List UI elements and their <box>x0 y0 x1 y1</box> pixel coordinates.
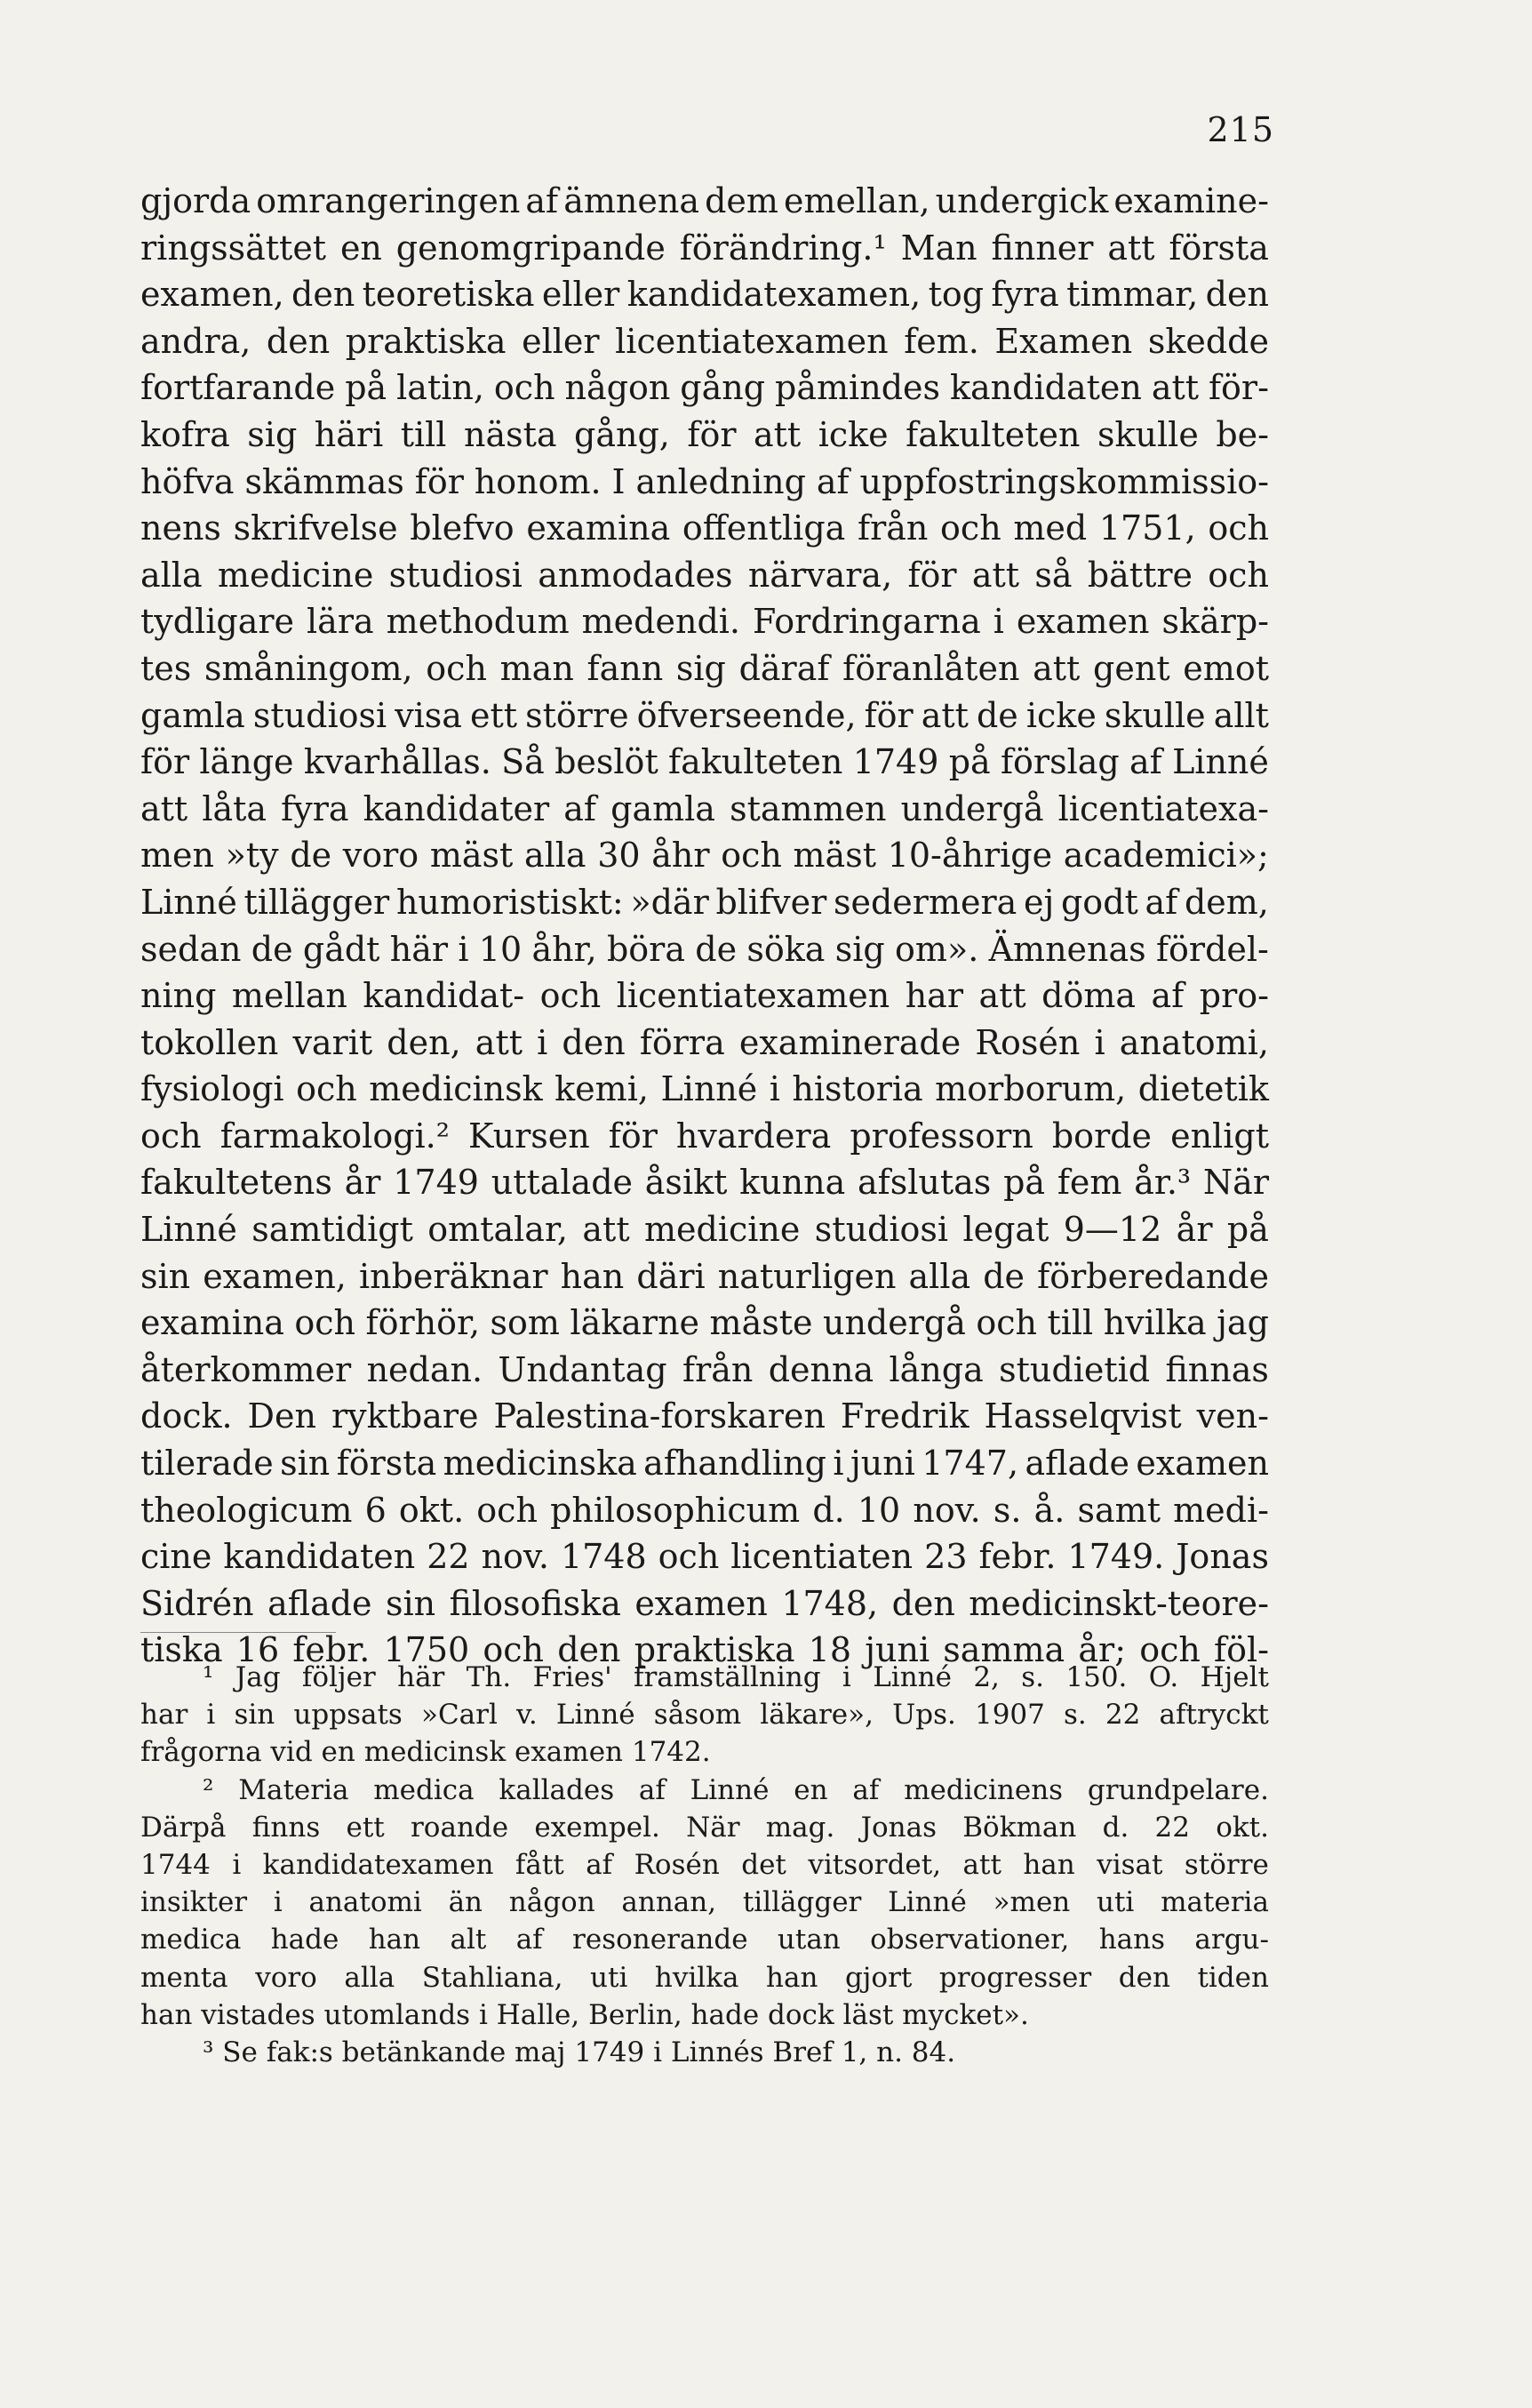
text-line: höfva skämmas för honom. I anledning af uppfostringskommissio- <box>140 461 1269 501</box>
text-line: tilerade sin första medicinska afhandling i juni 1747, aflade examen <box>140 1444 1269 1484</box>
text-line: att låta fyra kandidater af gamla stammen undergå licentiatexa- <box>140 788 1269 828</box>
text-line: dock. Den ryktbare Palestina-forskaren Fredrik Hasselqvist ven- <box>140 1396 1269 1436</box>
footnote-line: medica hade han alt af resonerande utan observationer, hans argu- <box>140 1924 1269 1956</box>
footnote-line: han vistades utomlands i Halle, Berlin, hade dock läst mycket». <box>140 1998 1029 2031</box>
footnote-divider <box>140 1632 336 1633</box>
text-line: och farmakologi.² Kursen för hvardera professorn borde enligt <box>140 1116 1269 1156</box>
text-line: cine kandidaten 22 nov. 1748 och licentiaten 23 febr. 1749. Jonas <box>140 1537 1269 1577</box>
text-line: Linné tillägger humoristiskt: »där blifver sedermera ej godt af dem, <box>140 882 1269 922</box>
text-line: tes småningom, och man fann sig däraf föranlåten att gent emot <box>140 648 1269 688</box>
text-line: examen, den teoretiska eller kandidatexamen, tog fyra timmar, den <box>140 275 1269 315</box>
footnote-line: Därpå finns ett roande exempel. När mag. Jonas Bökman d. 22 okt. <box>140 1811 1269 1844</box>
text-line: andra, den praktiska eller licentiatexamen fem. Examen skedde <box>140 321 1269 361</box>
footnote-line: ² Materia medica kallades af Linné en af medicinens grundpelare. <box>203 1773 1269 1806</box>
footnote-line: menta voro alla Stahliana, uti hvilka han gjort progresser den tiden <box>140 1961 1269 1994</box>
text-line: fortfarande på latin, och någon gång påmindes kandidaten att för- <box>140 368 1269 408</box>
text-line: tiska 16 febr. 1750 och den praktiska 18 juni samma år; och föl- <box>140 1630 1269 1670</box>
text-line: Linné samtidigt omtalar, att medicine studiosi legat 9—12 år på <box>140 1210 1269 1250</box>
text-line: gamla studiosi visa ett större öfverseende, för att de icke skulle allt <box>140 695 1269 735</box>
text-line: theologicum 6 okt. och philosophicum d. 10 nov. s. å. samt medi- <box>140 1490 1269 1530</box>
text-line: fakultetens år 1749 uttalade åsikt kunna afslutas på fem år.³ När <box>140 1163 1269 1203</box>
text-line: sin examen, inberäknar han däri naturligen alla de förberedande <box>140 1256 1269 1296</box>
footnotes <box>140 1659 1269 2071</box>
text-line: gjorda omrangeringen af ämnena dem emellan, undergick examine- <box>140 181 1269 220</box>
text-line: ringssättet en genomgripande förändring.¹ Man finner att första <box>140 228 1269 268</box>
footnote-line: insikter i anatomi än någon annan, tillägger Linné »men uti materia <box>140 1886 1269 1919</box>
footnote-line: 1744 i kandidatexamen fått af Rosén det vitsordet, att han visat större <box>140 1848 1269 1881</box>
footnote-line: har i sin uppsats »Carl v. Linné såsom läkare», Ups. 1907 s. 22 aftryckt <box>140 1699 1269 1732</box>
text-line: men »ty de voro mäst alla 30 åhr och mäst 10-åhrige academici»; <box>140 836 1269 876</box>
text-line: tydligare lära methodum medendi. Fordringarna i examen skärp- <box>140 602 1269 642</box>
footnote-line: ³ Se fak:s betänkande maj 1749 i Linnés Bref 1, n. 84. <box>203 2036 956 2068</box>
footnote-line: frågorna vid en medicinsk examen 1742. <box>140 1736 711 1769</box>
text-line: fysiologi och medicinsk kemi, Linné i historia morborum, dietetik <box>140 1069 1269 1109</box>
footnote-line: ¹ Jag följer här Th. Fries' framställning i Linné 2, s. 150. O. Hjelt <box>203 1661 1269 1693</box>
text-line: nens skrifvelse blefvo examina offentliga från och med 1751, och <box>140 508 1269 548</box>
text-line: sedan de gådt här i 10 åhr, böra de söka sig om». Ämnenas fördel- <box>140 929 1269 969</box>
text-line: alla medicine studiosi anmodades närvara, för att så bättre och <box>140 555 1269 595</box>
text-line: ning mellan kandidat- och licentiatexamen har att döma af pro- <box>140 976 1269 1016</box>
page-number: 215 <box>1207 110 1274 149</box>
text-line: examina och förhör, som läkarne måste undergå och till hvilka jag <box>140 1303 1269 1343</box>
main-text <box>140 178 1269 1674</box>
text-line: för länge kvarhållas. Så beslöt fakulteten 1749 på förslag af Linné <box>140 742 1269 782</box>
text-line: Sidrén aflade sin filosofiska examen 1748, den medicinskt-teore- <box>140 1583 1269 1623</box>
text-line: tokollen varit den, att i den förra examinerade Rosén i anatomi, <box>140 1022 1269 1062</box>
text-line: kofra sig häri till nästa gång, för att icke fakulteten skulle be- <box>140 414 1269 454</box>
text-line: återkommer nedan. Undantag från denna långa studietid finnas <box>140 1349 1269 1389</box>
